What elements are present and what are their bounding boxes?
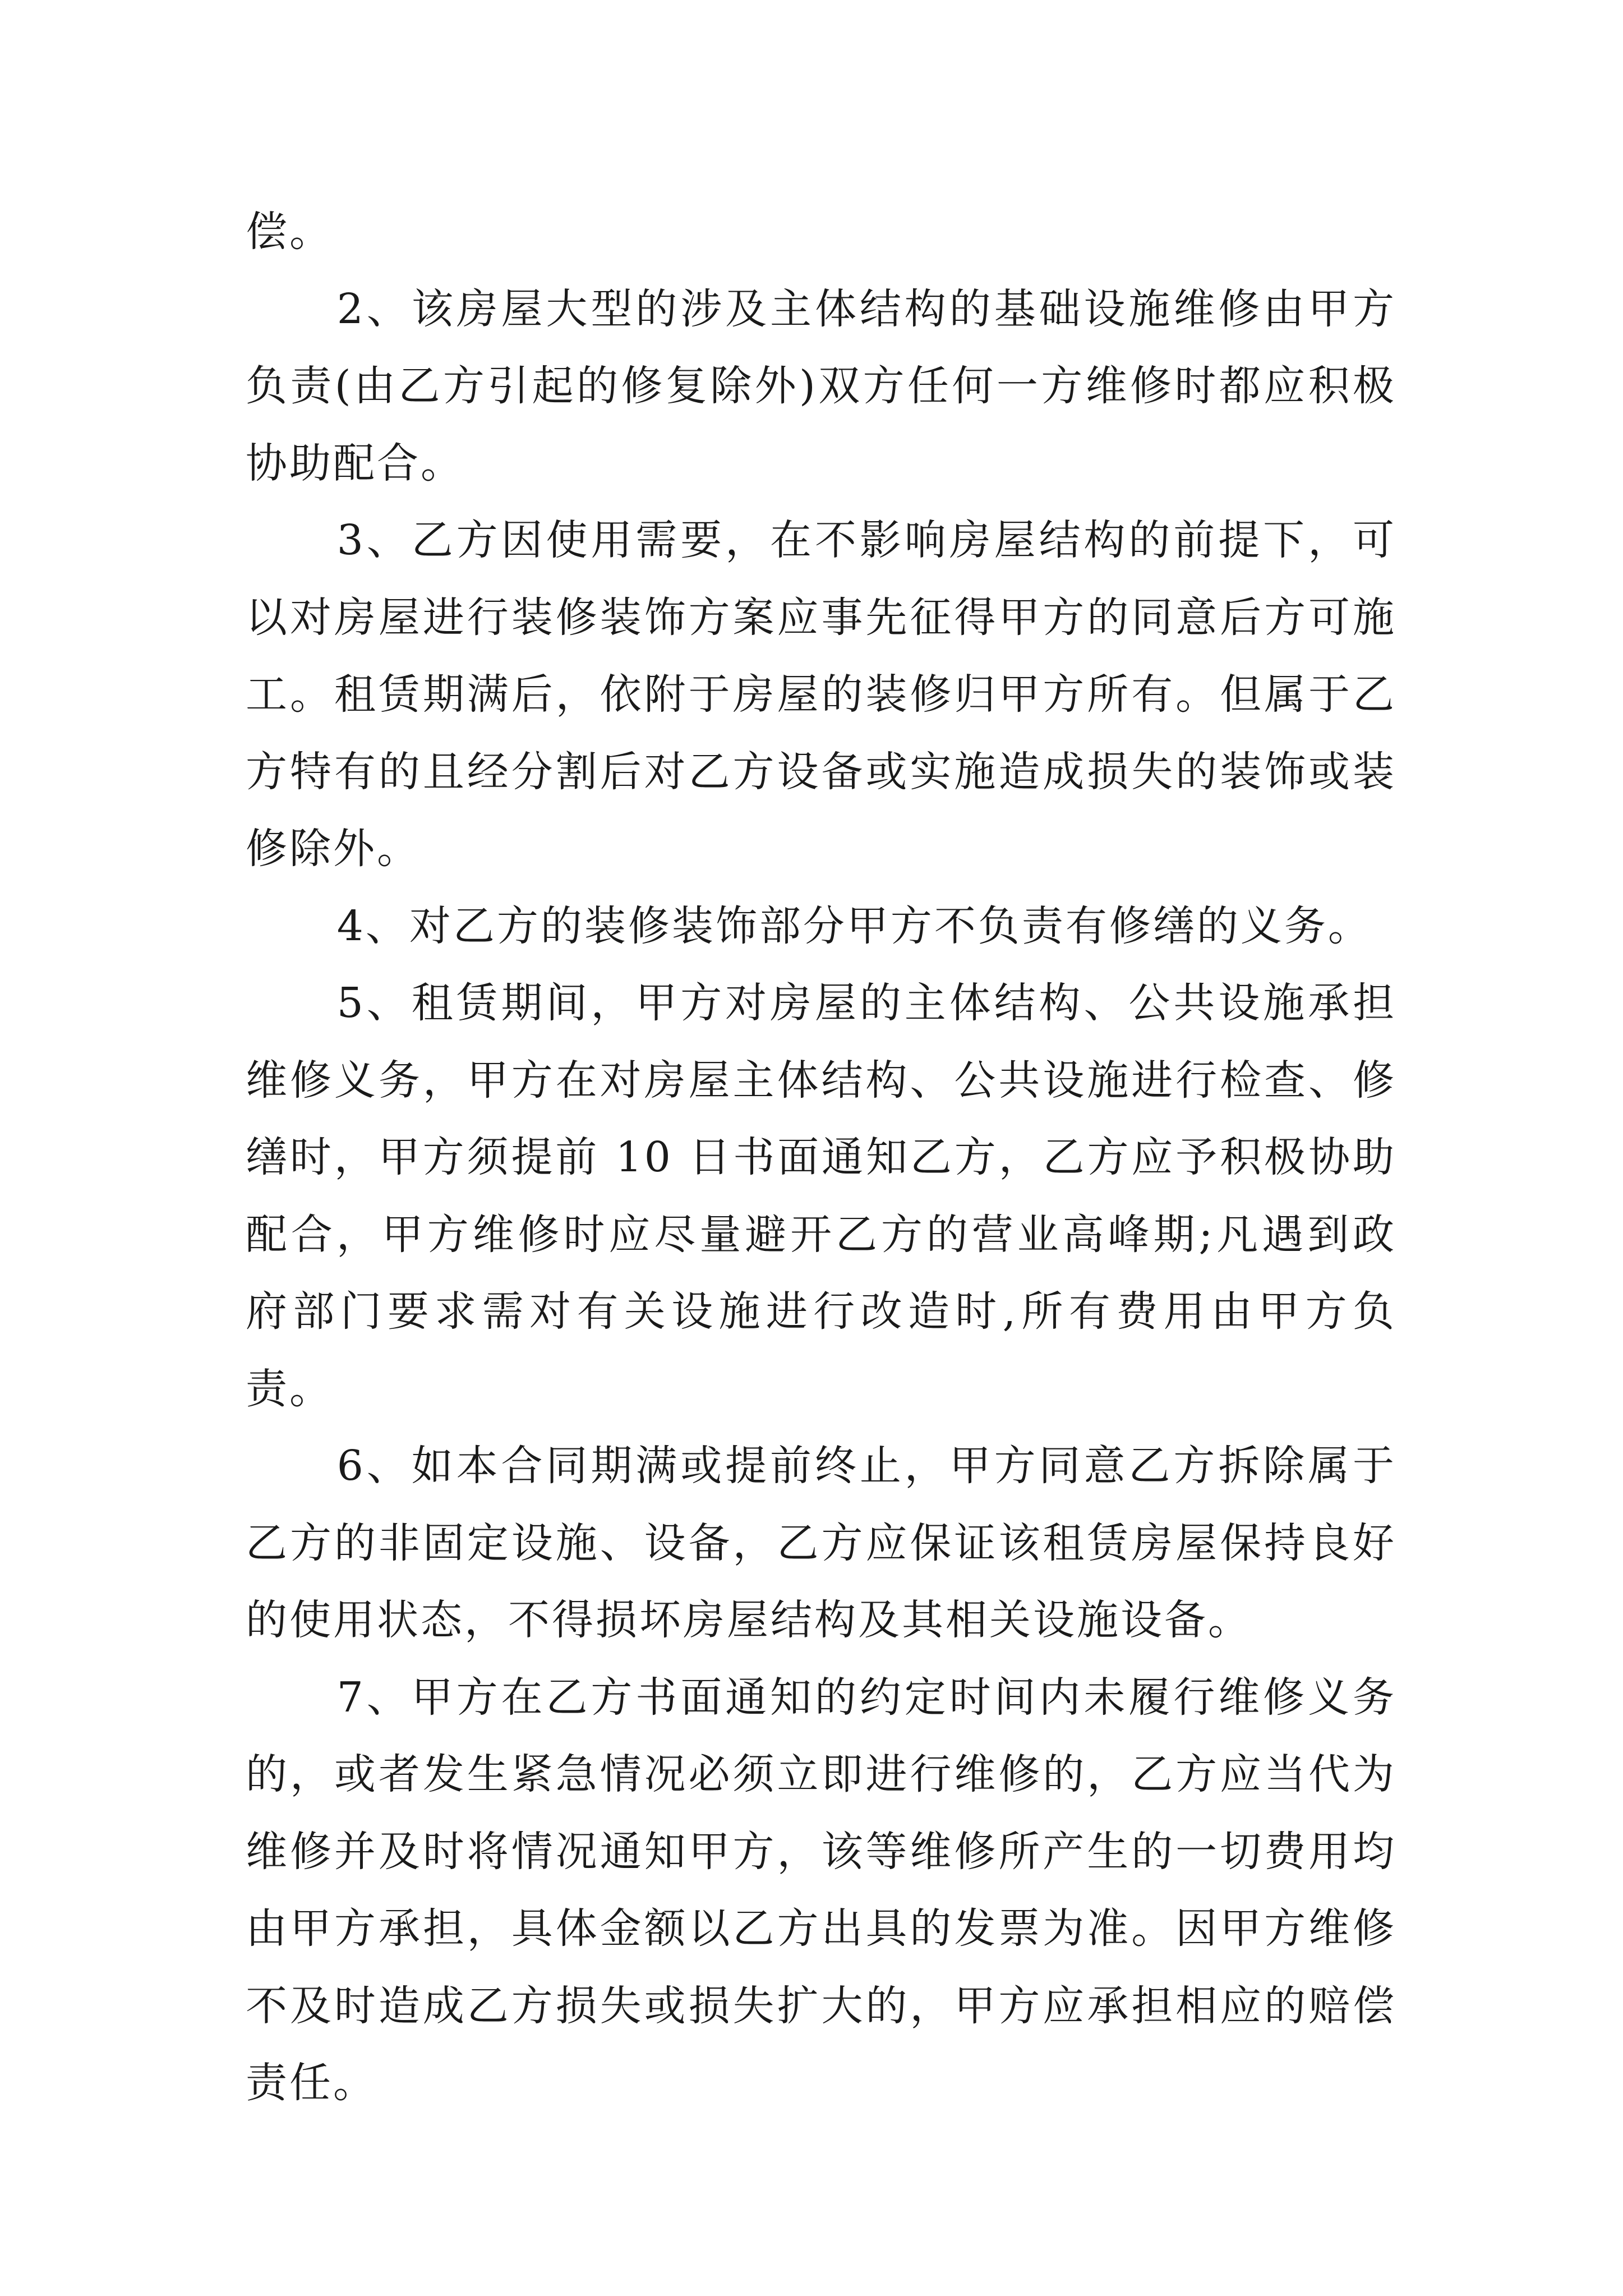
paragraph-clause-5: 5、租赁期间，甲方对房屋的主体结构、公共设施承担维修义务，甲方在对房屋主体结构、公共设施进行检查、修缮时，甲方须提前 10 日书面通知乙方，乙方应予积极协助配合，甲方维修时应尽量避开乙方的营业高峰期;凡遇到政府部门要求需对有关设施进行改造时,所有费用由甲方负责。 [246,979,1396,1413]
paragraph-continuation: 偿。 [246,208,333,256]
paragraph-clause-2: 2、该房屋大型的涉及主体结构的基础设施维修由甲方负责(由乙方引起的修复除外)双方任何一方维修时都应积极协助配合。 [246,284,1396,487]
paragraph-clause-3: 3、乙方因使用需要，在不影响房屋结构的前提下，可以对房屋进行装修装饰方案应事先征得甲方的同意后方可施工。租赁期满后，依附于房屋的装修归甲方所有。但属于乙方特有的且经分割后对乙方设备或实施造成损失的装饰或装修除外。 [246,516,1396,873]
paragraph-clause-7: 7、甲方在乙方书面通知的约定时间内未履行维修义务的，或者发生紧急情况必须立即进行维修的，乙方应当代为维修并及时将情况通知甲方，该等维修所产生的一切费用均由甲方承担，具体金额以乙方出具的发票为准。因甲方维修不及时造成乙方损失或损失扩大的，甲方应承担相应的赔偿责任。 [246,1673,1396,2107]
paragraph-clause-6: 6、如本合同期满或提前终止，甲方同意乙方拆除属于乙方的非固定设施、设备，乙方应保证该租赁房屋保持良好的使用状态，不得损坏房屋结构及其相关设施设备。 [246,1442,1396,1644]
paragraph-clause-4: 4、对乙方的装修装饰部分甲方不负责有修缮的义务。 [336,901,1372,950]
document-body [246,194,1396,2122]
